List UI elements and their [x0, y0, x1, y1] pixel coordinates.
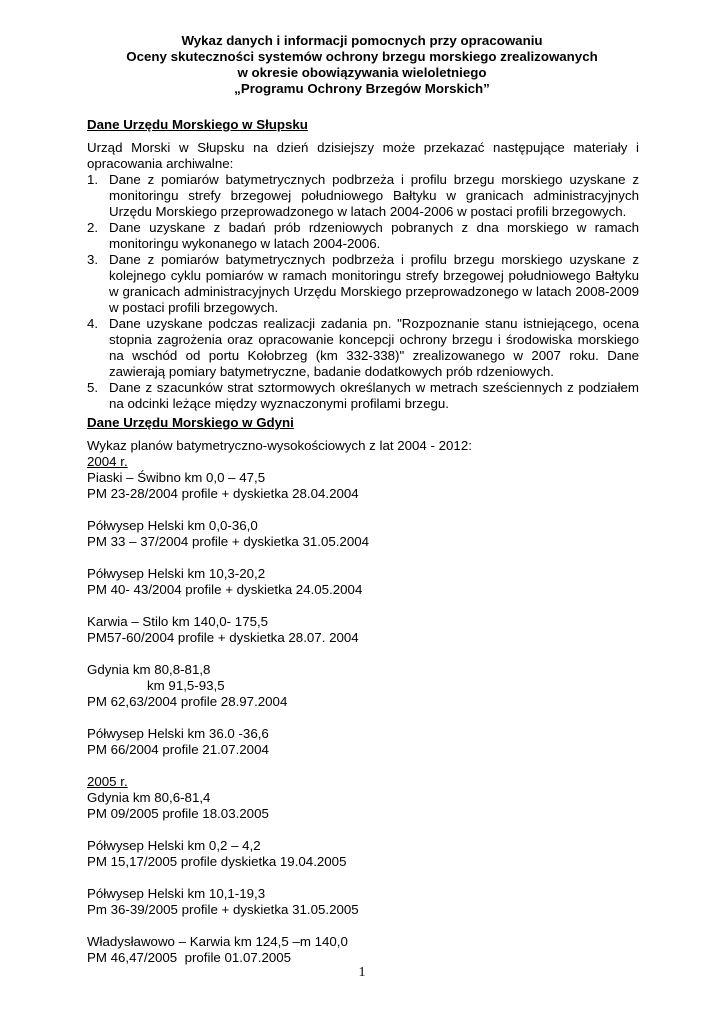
list-item: 1. Dane z pomiarów batymetrycznych podbrzeża i profilu brzegu morskiego uzyskane z monitoringu strefy brzegowej południowego Bałtyku w granicach administracyjnych Urzędu Morskiego przeprowadzonego w latach 2004-2006 w postaci profili brzegowych. [87, 172, 639, 219]
entry-location: Gdynia km 80,6-81,4 [87, 790, 211, 805]
list-item: 3. Dane z pomiarów batymetrycznych podbrzeża i profilu brzegu morskiego uzyskane z kolejnego cyklu pomiarów w ramach monitoringu strefy brzegowej południowego Bałtyku w granicach administracyjnych Urzędu Morskiego przeprowadzonego w latach 2008-2009 w postaci profili brzegowych. [87, 252, 639, 315]
entry-profiles: PM 62,63/2004 profile 28.97.2004 [87, 694, 288, 709]
entry-location: Półwysep Helski km 10,3-20,2 [87, 566, 266, 581]
slupsk-heading: Dane Urzędu Morskiego w Słupsku [87, 117, 308, 132]
entry-location: Piaski – Świbno km 0,0 – 47,5 [87, 470, 266, 485]
entry-location-extra: km 91,5-93,5 [147, 678, 225, 693]
entry-location: Półwysep Helski km 0,0-36,0 [87, 518, 258, 533]
title-line-1: Wykaz danych i informacji pomocnych przy opracowaniu [181, 33, 543, 48]
entry-profiles: PM 66/2004 profile 21.07.2004 [87, 742, 269, 757]
entry-location: Półwysep Helski km 36.0 -36,6 [87, 726, 269, 741]
entry-profiles: PM57-60/2004 profile + dyskietka 28.07. 2004 [87, 630, 359, 645]
title-line-2: Oceny skuteczności systemów ochrony brzegu morskiego zrealizowanych [126, 49, 598, 64]
entry-profiles: PM 09/2005 profile 18.03.2005 [87, 806, 269, 821]
slupsk-materials-list [87, 172, 639, 412]
entry-profiles: PM 46,47/2005 profile 01.07.2005 [87, 950, 292, 965]
gdynia-plans-list [87, 438, 647, 966]
entry-location: Władysławowo – Karwia km 124,5 –m 140,0 [87, 934, 348, 949]
entry-location: Gdynia km 80,8-81,8 [87, 662, 211, 677]
entry-location: Półwysep Helski km 10,1-19,3 [87, 886, 266, 901]
entry-profiles: PM 15,17/2005 profile dyskietka 19.04.2005 [87, 854, 347, 869]
gdynia-intro: Wykaz planów batymetryczno-wysokościowych z lat 2004 - 2012: [87, 438, 472, 453]
title-line-3: w okresie obowiązywania wieloletniego [237, 65, 487, 80]
title-line-4: „Programu Ochrony Brzegów Morskich” [234, 81, 490, 96]
entry-location: Karwia – Stilo km 140,0- 175,5 [87, 614, 269, 629]
list-item: 4. Dane uzyskane podczas realizacji zadania pn. "Rozpoznanie stanu istniejącego, ocena stopnia zagrożenia oraz opracowanie koncepcji ochrony brzegu i środowiska morskiego na wschód od portu Kołobrzeg (km 332-338)" zrealizowanego w 2007 roku. Dane zawierają pomiary batymetryczne, badanie dodatkowych prób rdzeniowych. [87, 316, 639, 379]
year-2005-label: 2005 r. [87, 774, 128, 789]
list-item: 2. Dane uzyskane z badań prób rdzeniowych pobranych z dna morskiego w ramach monitoringu wykonanego w latach 2004-2006. [87, 220, 639, 251]
entry-profiles: PM 33 – 37/2004 profile + dyskietka 31.05.2004 [87, 534, 370, 549]
list-item: 5. Dane z szacunków strat sztormowych określanych w metrach sześciennych z podziałem na odcinki leżące między wyznaczonymi profilami brzegu. [87, 380, 639, 411]
entry-profiles: PM 23-28/2004 profile + dyskietka 28.04.2004 [87, 486, 359, 501]
document-title [60, 33, 664, 97]
year-2004-label: 2004 r. [87, 454, 128, 469]
entry-location: Półwysep Helski km 0,2 – 4,2 [87, 838, 261, 853]
page-number: 1 [358, 965, 366, 980]
entry-profiles: PM 40- 43/2004 profile + dyskietka 24.05.2004 [87, 582, 363, 597]
entry-profiles: Pm 36-39/2005 profile + dyskietka 31.05.2005 [87, 902, 359, 917]
slupsk-intro: Urząd Morski w Słupsku na dzień dzisiejszy może przekazać następujące materiały i opracowania archiwalne: [87, 140, 639, 171]
gdynia-heading: Dane Urzędu Morskiego w Gdyni [87, 415, 294, 430]
